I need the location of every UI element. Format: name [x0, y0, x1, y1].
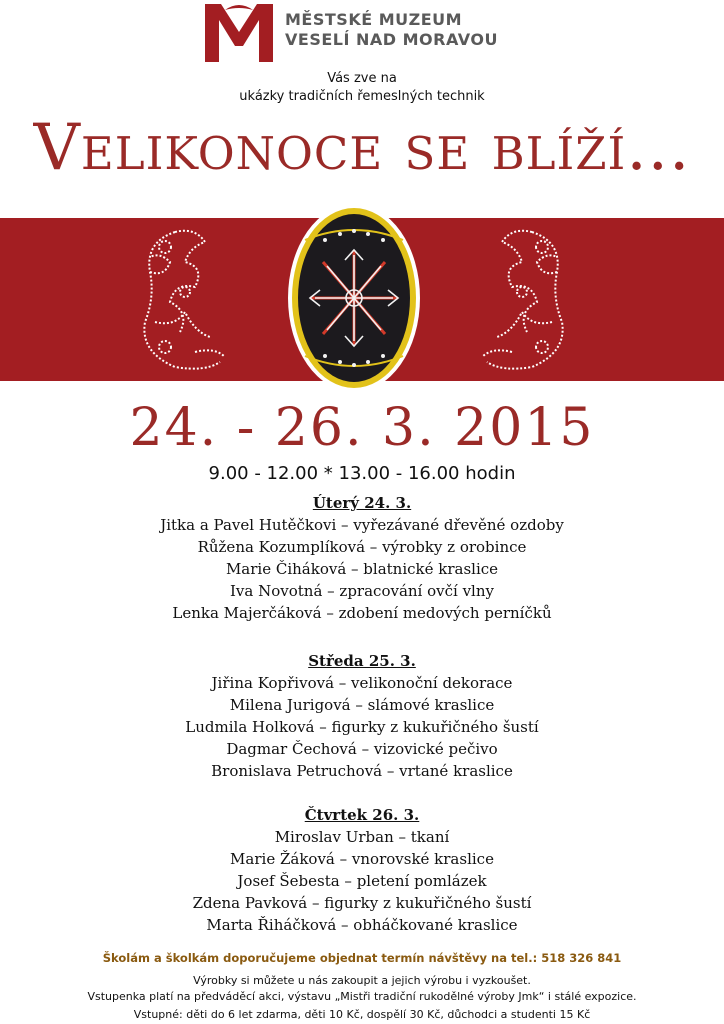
schedule-entry: Marie Žáková – vnorovské kraslice	[230, 850, 494, 868]
opening-hours: 9.00 - 12.00 * 13.00 - 16.00 hodin	[208, 463, 516, 484]
event-dates: 24. - 26. 3. 2015	[129, 398, 595, 458]
footer-line1: Výrobky si můžete u nás zakoupit a jejich výrobu i vyzkoušet.	[193, 974, 531, 987]
schedule-entry: Růžena Kozumplíková – výrobky z orobince	[197, 538, 527, 556]
schedule-entry: Milena Jurigová – slámové kraslice	[229, 696, 495, 714]
museum-name-line2: VESELÍ NAD MORAVOU	[285, 30, 498, 49]
schedule-entry: Bronislava Petruchová – vrtané kraslice	[211, 762, 513, 780]
schedule-entry: Zdena Pavková – figurky z kukuřičného šustí	[192, 894, 532, 912]
day-title: Úterý 24. 3.	[312, 494, 412, 512]
day-schedule-tuesday	[0, 492, 724, 624]
schedule-entry: Jiřina Kopřivová – velikonoční dekorace	[211, 674, 513, 692]
invite-line1: Vás zve na	[327, 71, 397, 86]
footer-line2: Vstupenka platí na předváděcí akci, výstavu „Mistři tradiční rukodělné výroby Jmk“ i stálé expozice.	[87, 990, 637, 1003]
museum-name	[285, 10, 498, 50]
day-schedule-thursday	[0, 804, 724, 936]
day-title: Čtvrtek 26. 3.	[304, 806, 420, 824]
day-schedule-wednesday	[0, 650, 724, 782]
schedule-entry: Iva Novotná – zpracování ovčí vlny	[229, 582, 494, 600]
schedule-entry: Miroslav Urban – tkaní	[274, 828, 450, 846]
floral-ornament-icon	[472, 222, 572, 377]
day-title: Středa 25. 3.	[308, 652, 416, 670]
schedule-entry: Marta Řiháčková – obháčkované kraslice	[206, 916, 518, 934]
page-title: Velikonoce se blíží...	[33, 111, 691, 185]
schedule-entry: Josef Šebesta – pletení pomlázek	[237, 872, 487, 890]
schedule-entry: Marie Čiháková – blatnické kraslice	[225, 560, 499, 578]
invite-line2: ukázky tradičních řemeslných technik	[239, 89, 485, 104]
museum-name-line1: MĚSTSKÉ MUZEUM	[285, 10, 463, 29]
floral-ornament-icon	[135, 222, 235, 377]
decorated-easter-egg-icon	[285, 200, 423, 396]
museum-logo	[203, 2, 275, 64]
footer-line3: Vstupné: děti do 6 let zdarma, děti 10 Kč, dospělí 30 Kč, důchodci a studenti 15 Kč	[133, 1008, 591, 1021]
schedule-entry: Ludmila Holková – figurky z kukuřičného šustí	[185, 718, 539, 736]
schedule-entry: Dagmar Čechová – vizovické pečivo	[226, 740, 498, 758]
schedule-entry: Jitka a Pavel Hutěčkovi – vyřezávané dřevěné ozdoby	[160, 516, 564, 534]
school-notice: Školám a školkám doporučujeme objednat termín návštěvy na tel.: 518 326 841	[102, 951, 622, 965]
schedule-entry: Lenka Majerčáková – zdobení medových perníčků	[172, 604, 552, 622]
